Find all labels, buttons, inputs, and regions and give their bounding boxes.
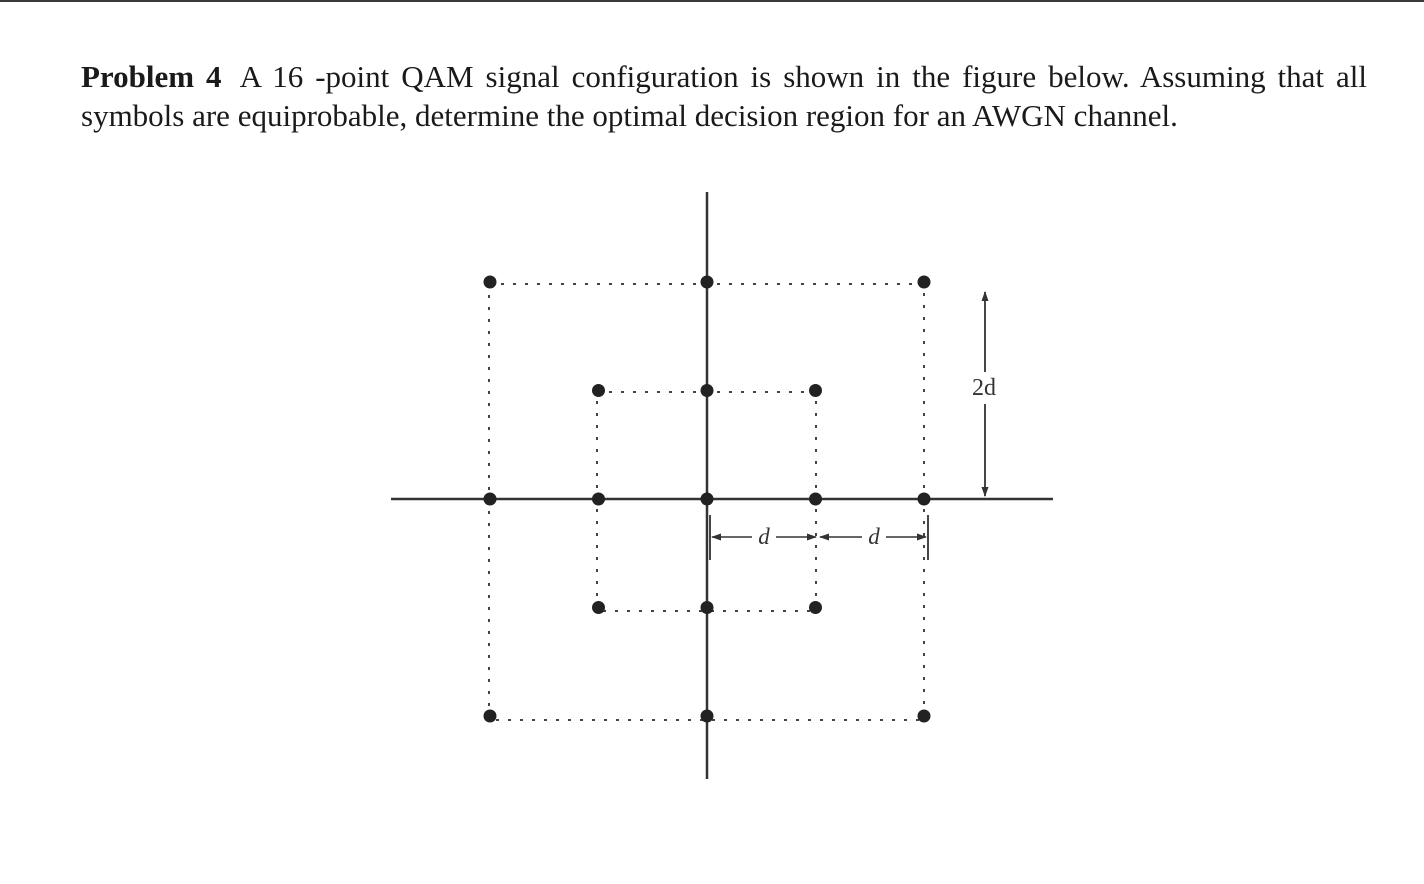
problem-text: A 16 -point QAM signal configuration is shown in the figure below. Assuming that all symbols are equiprobable, determine the optimal decision region for an AWGN channel. xyxy=(81,59,1367,133)
constellation-point xyxy=(809,384,822,397)
horizontal-dimension-label-1: d xyxy=(758,524,770,549)
constellation-point xyxy=(592,384,605,397)
constellation-point xyxy=(484,493,497,506)
constellation-point xyxy=(918,710,931,723)
constellation-point xyxy=(918,493,931,506)
constellation-point xyxy=(701,493,714,506)
constellation-point xyxy=(592,601,605,614)
constellation-point xyxy=(701,601,714,614)
constellation-point xyxy=(701,276,714,289)
constellation-point xyxy=(809,493,822,506)
constellation-point xyxy=(484,710,497,723)
problem-label: Problem 4 xyxy=(81,59,222,94)
constellation-point xyxy=(592,493,605,506)
constellation-point xyxy=(918,276,931,289)
constellation-point xyxy=(701,384,714,397)
constellation-point xyxy=(809,601,822,614)
constellation-point xyxy=(484,276,497,289)
constellation-point xyxy=(701,710,714,723)
vertical-dimension-label: 2d xyxy=(972,375,996,401)
horizontal-dimension-label-2: d xyxy=(868,524,880,549)
